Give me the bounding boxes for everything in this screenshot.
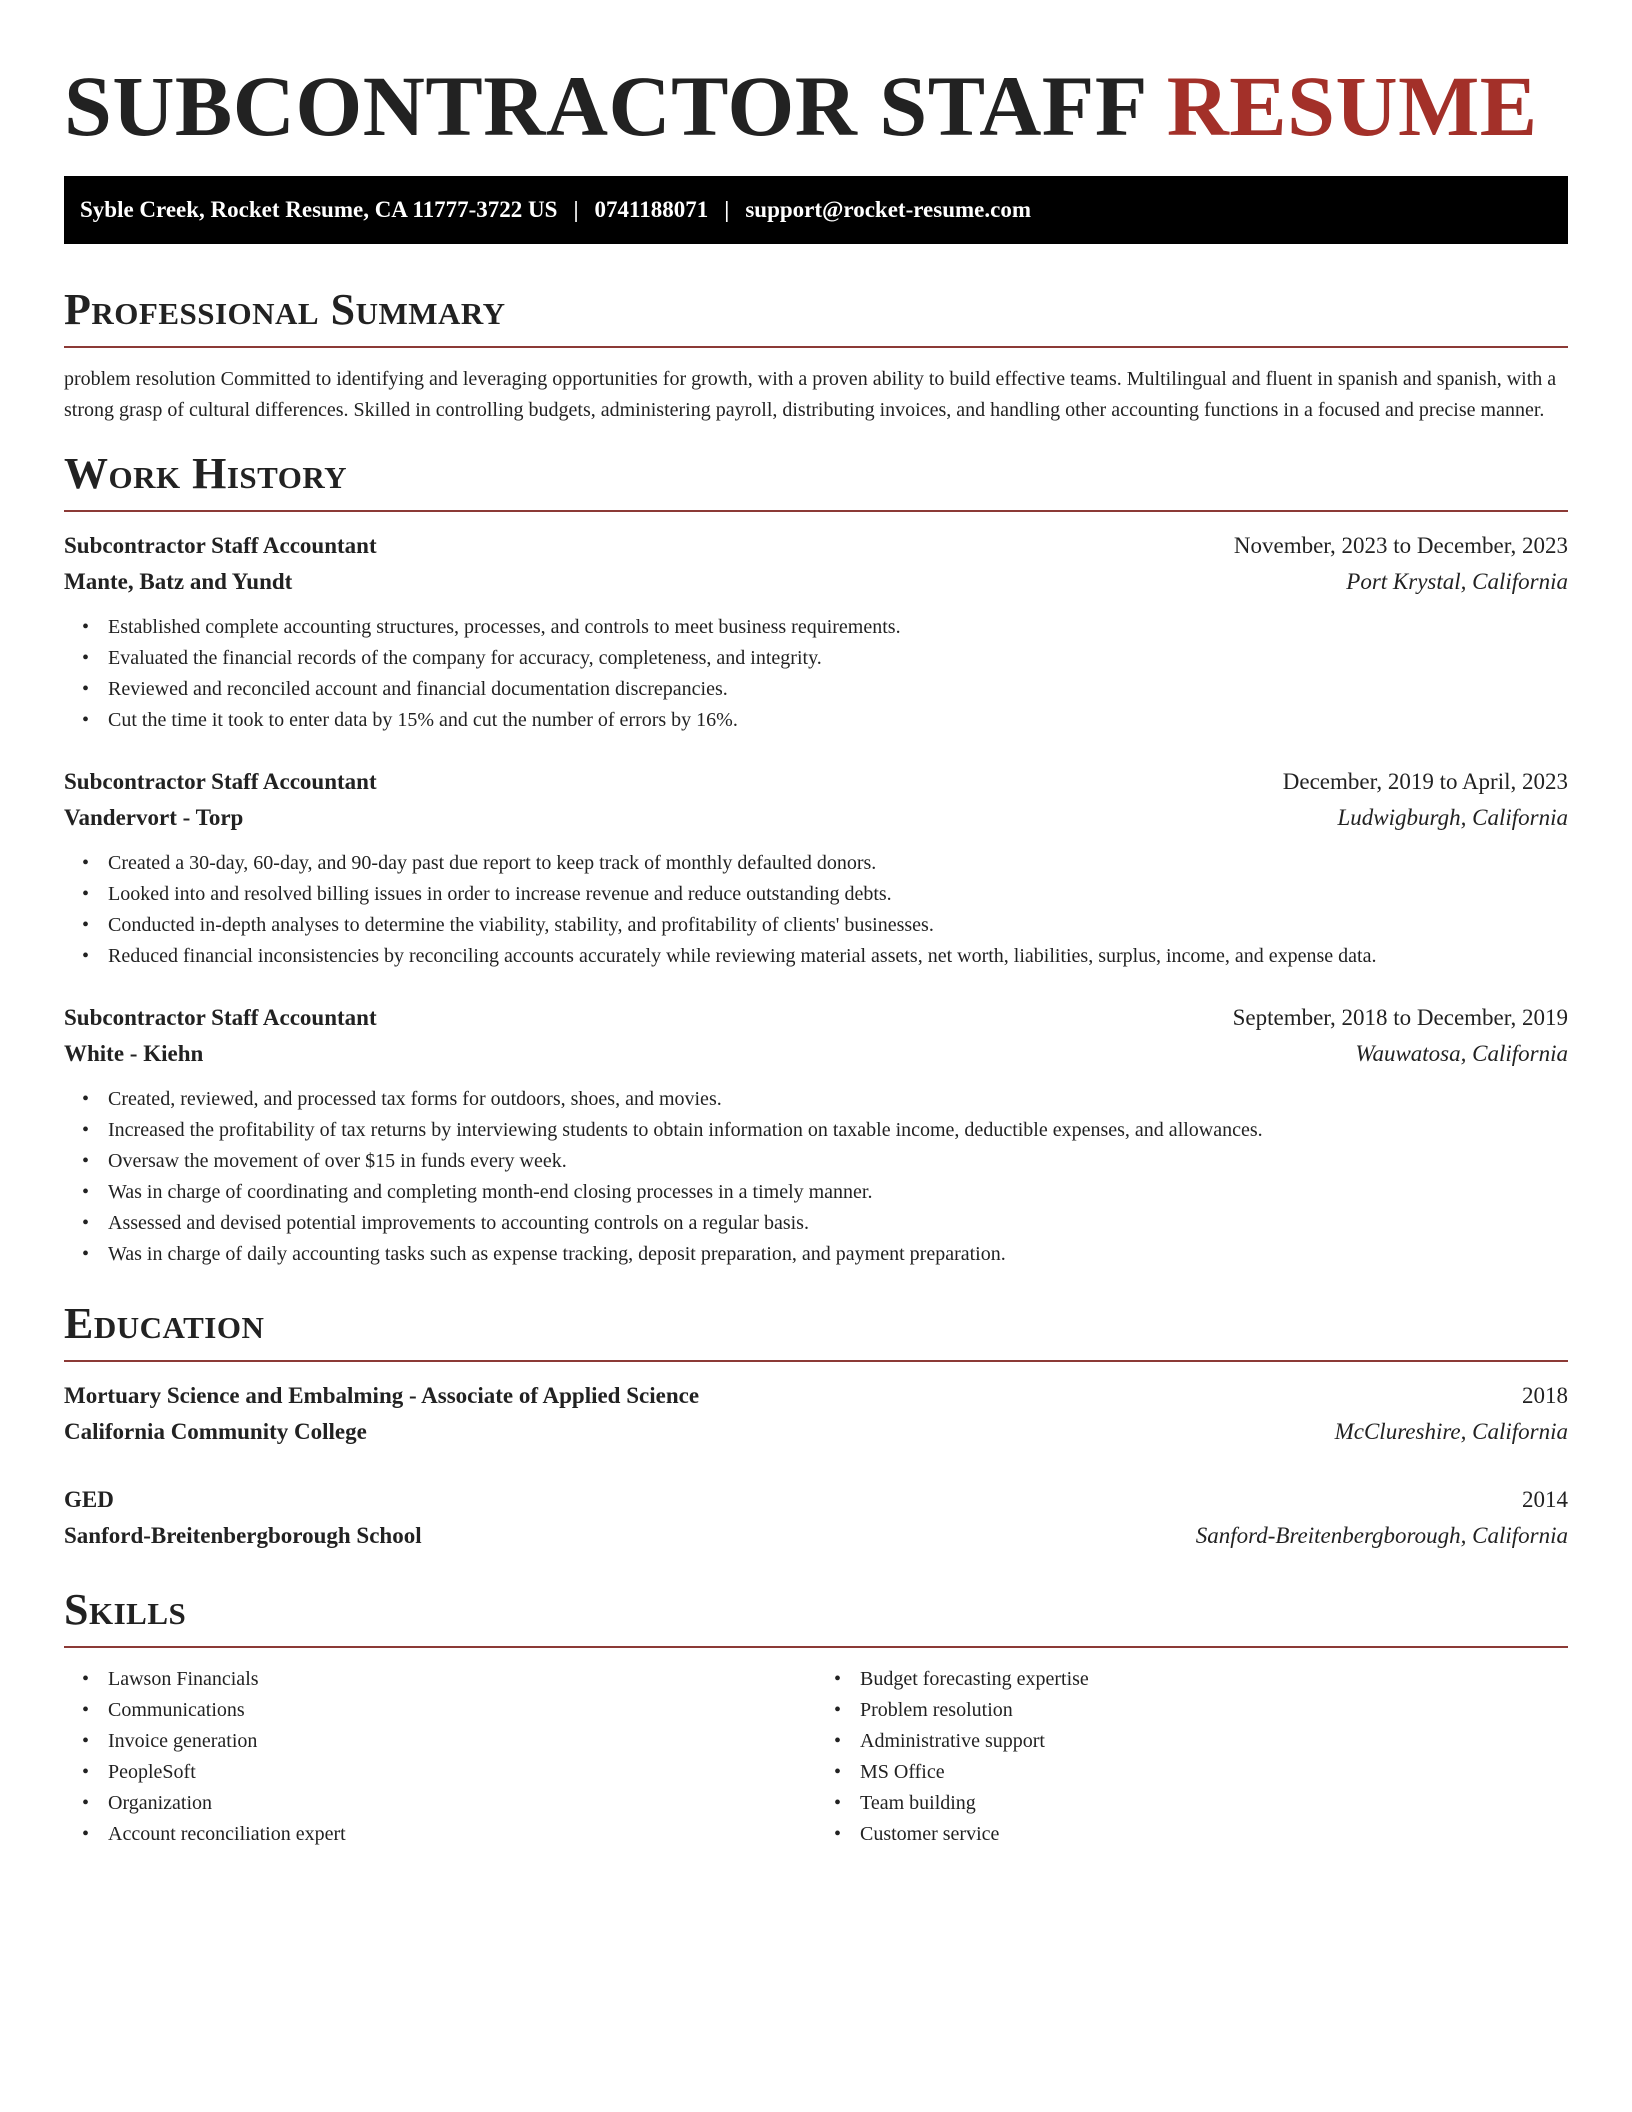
job-bullet: • Was in charge of coordinating and completing month-end closing processes in a timely manner. <box>108 1177 1568 1208</box>
skills-columns <box>64 1664 1568 1850</box>
education-degree: GED <box>64 1487 114 1512</box>
skill-item: • Lawson Financials <box>108 1664 816 1695</box>
work-history-heading: Work History <box>64 449 348 498</box>
section-divider <box>64 1646 1568 1648</box>
job-location: Port Krystal, California <box>1346 569 1568 594</box>
resume-title <box>64 0 1568 156</box>
job-bullet: • Looked into and resolved billing issues in order to increase revenue and reduce outstanding debts. <box>108 879 1568 910</box>
job-dates: November, 2023 to December, 2023 <box>1233 533 1568 558</box>
job-location: Ludwigburgh, California <box>1337 805 1568 830</box>
job-header-row <box>64 764 1568 800</box>
skills-list-left <box>64 1664 816 1850</box>
skills-section <box>64 1584 1568 1850</box>
job-company-row <box>64 564 1568 600</box>
job-title: Subcontractor Staff Accountant <box>64 1005 377 1030</box>
education-heading: Education <box>64 1299 265 1348</box>
contact-separator: | <box>724 197 730 222</box>
skill-item: • Administrative support <box>860 1726 1568 1757</box>
skill-item: • MS Office <box>860 1757 1568 1788</box>
job-header-row <box>64 1000 1568 1036</box>
job-bullets <box>64 612 1568 736</box>
job-bullet: • Reduced financial inconsistencies by reconciling accounts accurately while reviewing material assets, net worth, liabilities, surplus, income, and expense data. <box>108 941 1568 972</box>
skill-item: • Team building <box>860 1788 1568 1819</box>
job-bullets <box>64 848 1568 972</box>
title-accent: RESUME <box>1166 58 1538 154</box>
summary-text: problem resolution Committed to identifying and leveraging opportunities for growth, with a proven ability to build effective teams. Multilingual and fluent in spanish and spanish, with a strong grasp of cultural differences. Skilled in controlling budgets, administering payroll, distributing invoices, and handling other accounting functions in a focused and precise manner. <box>64 368 1557 421</box>
skills-heading: Skills <box>64 1585 187 1634</box>
education-school-row <box>64 1518 1568 1554</box>
education-entry <box>64 1378 1568 1450</box>
skill-item: • Invoice generation <box>108 1726 816 1757</box>
job-company: Vandervort - Torp <box>64 805 244 830</box>
contact-email: support@rocket-resume.com <box>745 197 1031 222</box>
job-company: White - Kiehn <box>64 1041 204 1066</box>
section-divider <box>64 1360 1568 1362</box>
education-school-row <box>64 1414 1568 1450</box>
job-bullet: • Created, reviewed, and processed tax forms for outdoors, shoes, and movies. <box>108 1084 1568 1115</box>
contact-bar <box>64 176 1568 244</box>
job-bullet: • Oversaw the movement of over $15 in funds every week. <box>108 1146 1568 1177</box>
job-dates: September, 2018 to December, 2019 <box>1232 1005 1568 1030</box>
education-school: Sanford-Breitenbergborough School <box>64 1523 422 1548</box>
job-bullet: • Assessed and devised potential improvements to accounting controls on a regular basis. <box>108 1208 1568 1239</box>
skills-list-right <box>816 1664 1568 1850</box>
summary-heading: Professional Summary <box>64 285 506 334</box>
education-degree-row <box>64 1482 1568 1518</box>
education-degree: Mortuary Science and Embalming - Associate of Applied Science <box>64 1383 700 1408</box>
job-bullet: • Conducted in-depth analyses to determine the viability, stability, and profitability of clients' businesses. <box>108 910 1568 941</box>
contact-phone: 0741188071 <box>594 197 709 222</box>
education-degree-row <box>64 1378 1568 1414</box>
education-year: 2018 <box>1522 1383 1568 1408</box>
job-bullet: • Was in charge of daily accounting tasks such as expense tracking, deposit preparation, and payment preparation. <box>108 1239 1568 1270</box>
skill-item: • Customer service <box>860 1819 1568 1850</box>
skill-item: • Organization <box>108 1788 816 1819</box>
job-dates: December, 2019 to April, 2023 <box>1282 769 1568 794</box>
skill-item: • Communications <box>108 1695 816 1726</box>
job-entry <box>64 528 1568 736</box>
skill-item: • Account reconciliation expert <box>108 1819 816 1850</box>
job-entry <box>64 764 1568 972</box>
job-company-row <box>64 800 1568 836</box>
education-school: California Community College <box>64 1419 367 1444</box>
section-divider <box>64 346 1568 348</box>
summary-section <box>64 284 1568 426</box>
job-title: Subcontractor Staff Accountant <box>64 769 377 794</box>
contact-address: Syble Creek, Rocket Resume, CA 11777-3722 US <box>80 197 558 222</box>
skill-item: • Problem resolution <box>860 1695 1568 1726</box>
job-bullet: • Cut the time it took to enter data by 15% and cut the number of errors by 16%. <box>108 705 1568 736</box>
job-bullet: • Increased the profitability of tax returns by interviewing students to obtain information on taxable income, deductible expenses, and allowances. <box>108 1115 1568 1146</box>
education-location: McClureshire, California <box>1334 1419 1568 1444</box>
skill-item: • PeopleSoft <box>108 1757 816 1788</box>
job-company: Mante, Batz and Yundt <box>64 569 293 594</box>
job-entry <box>64 1000 1568 1270</box>
education-year: 2014 <box>1522 1487 1568 1512</box>
job-bullet: • Created a 30-day, 60-day, and 90-day past due report to keep track of monthly defaulted donors. <box>108 848 1568 879</box>
education-entry <box>64 1482 1568 1554</box>
section-divider <box>64 510 1568 512</box>
skill-item: • Budget forecasting expertise <box>860 1664 1568 1695</box>
contact-separator: | <box>573 197 579 222</box>
job-bullet: • Reviewed and reconciled account and financial documentation discrepancies. <box>108 674 1568 705</box>
job-bullets <box>64 1084 1568 1270</box>
job-bullet: • Evaluated the financial records of the company for accuracy, completeness, and integrity. <box>108 643 1568 674</box>
education-location: Sanford-Breitenbergborough, California <box>1195 1523 1568 1548</box>
job-bullet: • Established complete accounting structures, processes, and controls to meet business requirements. <box>108 612 1568 643</box>
work-history-section <box>64 448 1568 1270</box>
job-title: Subcontractor Staff Accountant <box>64 533 377 558</box>
job-header-row <box>64 528 1568 564</box>
job-company-row <box>64 1036 1568 1072</box>
title-main: SUBCONTRACTOR STAFF <box>64 58 1145 154</box>
job-location: Wauwatosa, California <box>1355 1041 1568 1066</box>
education-section <box>64 1298 1568 1554</box>
